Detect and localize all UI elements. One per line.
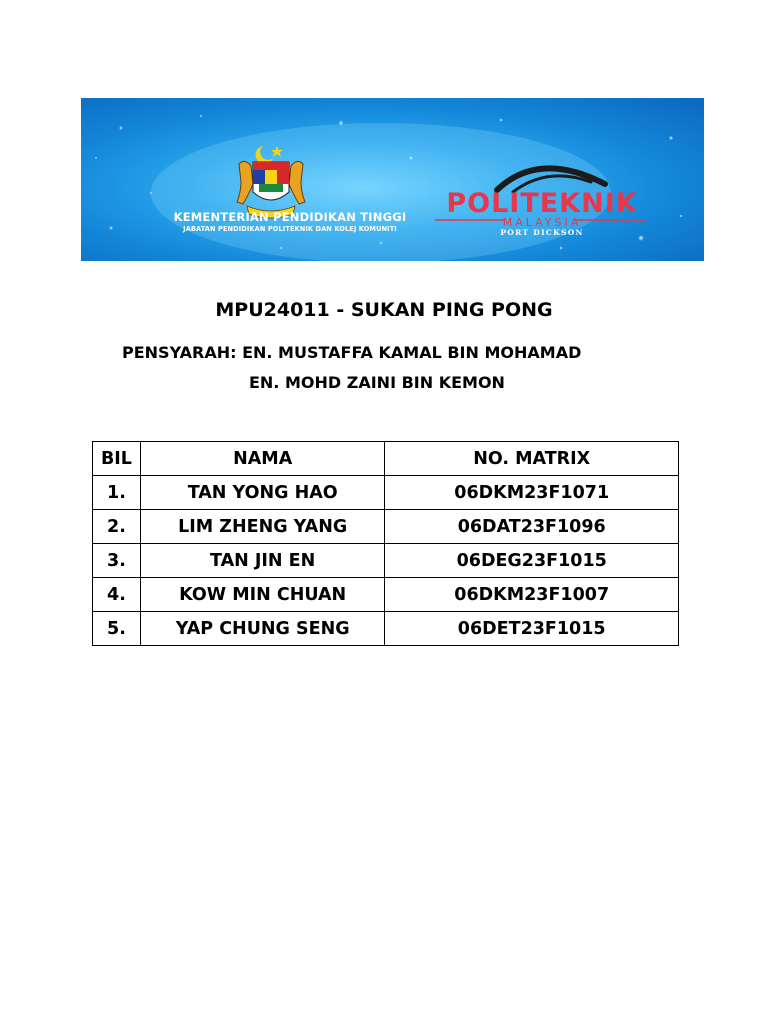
politeknik-wordmark: POLITEKNIK bbox=[446, 188, 638, 219]
student-name: KOW MIN CHUAN bbox=[140, 578, 384, 612]
matrix-number: 06DEG23F1015 bbox=[385, 544, 679, 578]
student-name: YAP CHUNG SENG bbox=[140, 612, 384, 646]
row-number: 4. bbox=[93, 578, 141, 612]
matrix-number: 06DET23F1015 bbox=[385, 612, 679, 646]
matrix-number: 06DKM23F1071 bbox=[385, 476, 679, 510]
table-row bbox=[93, 612, 679, 646]
politeknik-country: MALAYSIA bbox=[502, 216, 582, 229]
lecturer-line-1: PENSYARAH: EN. MUSTAFFA KAMAL BIN MOHAMAD bbox=[122, 343, 582, 362]
header-banner bbox=[81, 98, 704, 261]
student-name: LIM ZHENG YANG bbox=[140, 510, 384, 544]
row-number: 3. bbox=[93, 544, 141, 578]
table-header-row bbox=[93, 442, 679, 476]
header-nama: NAMA bbox=[140, 442, 384, 476]
student-name: TAN YONG HAO bbox=[140, 476, 384, 510]
row-number: 5. bbox=[93, 612, 141, 646]
matrix-number: 06DAT23F1096 bbox=[385, 510, 679, 544]
ministry-name-block bbox=[155, 210, 425, 234]
course-title: MPU24011 - SUKAN PING PONG bbox=[215, 299, 553, 321]
ministry-department: JABATAN PENDIDIKAN POLITEKNIK DAN KOLEJ KOMUNITI bbox=[183, 225, 397, 233]
header-no-matrix: NO. MATRIX bbox=[385, 442, 679, 476]
lecturer-line-2: EN. MOHD ZAINI BIN KEMON bbox=[249, 373, 505, 392]
student-table bbox=[92, 441, 679, 646]
table-row bbox=[93, 510, 679, 544]
table-row bbox=[93, 544, 679, 578]
row-number: 2. bbox=[93, 510, 141, 544]
matrix-number: 06DKM23F1007 bbox=[385, 578, 679, 612]
row-number: 1. bbox=[93, 476, 141, 510]
student-name: TAN JIN EN bbox=[140, 544, 384, 578]
header-bil: BIL bbox=[93, 442, 141, 476]
politeknik-campus: PORT DICKSON bbox=[500, 228, 584, 237]
ministry-name: KEMENTERIAN PENDIDIKAN TINGGI bbox=[173, 210, 407, 224]
table-row bbox=[93, 578, 679, 612]
table-row bbox=[93, 476, 679, 510]
